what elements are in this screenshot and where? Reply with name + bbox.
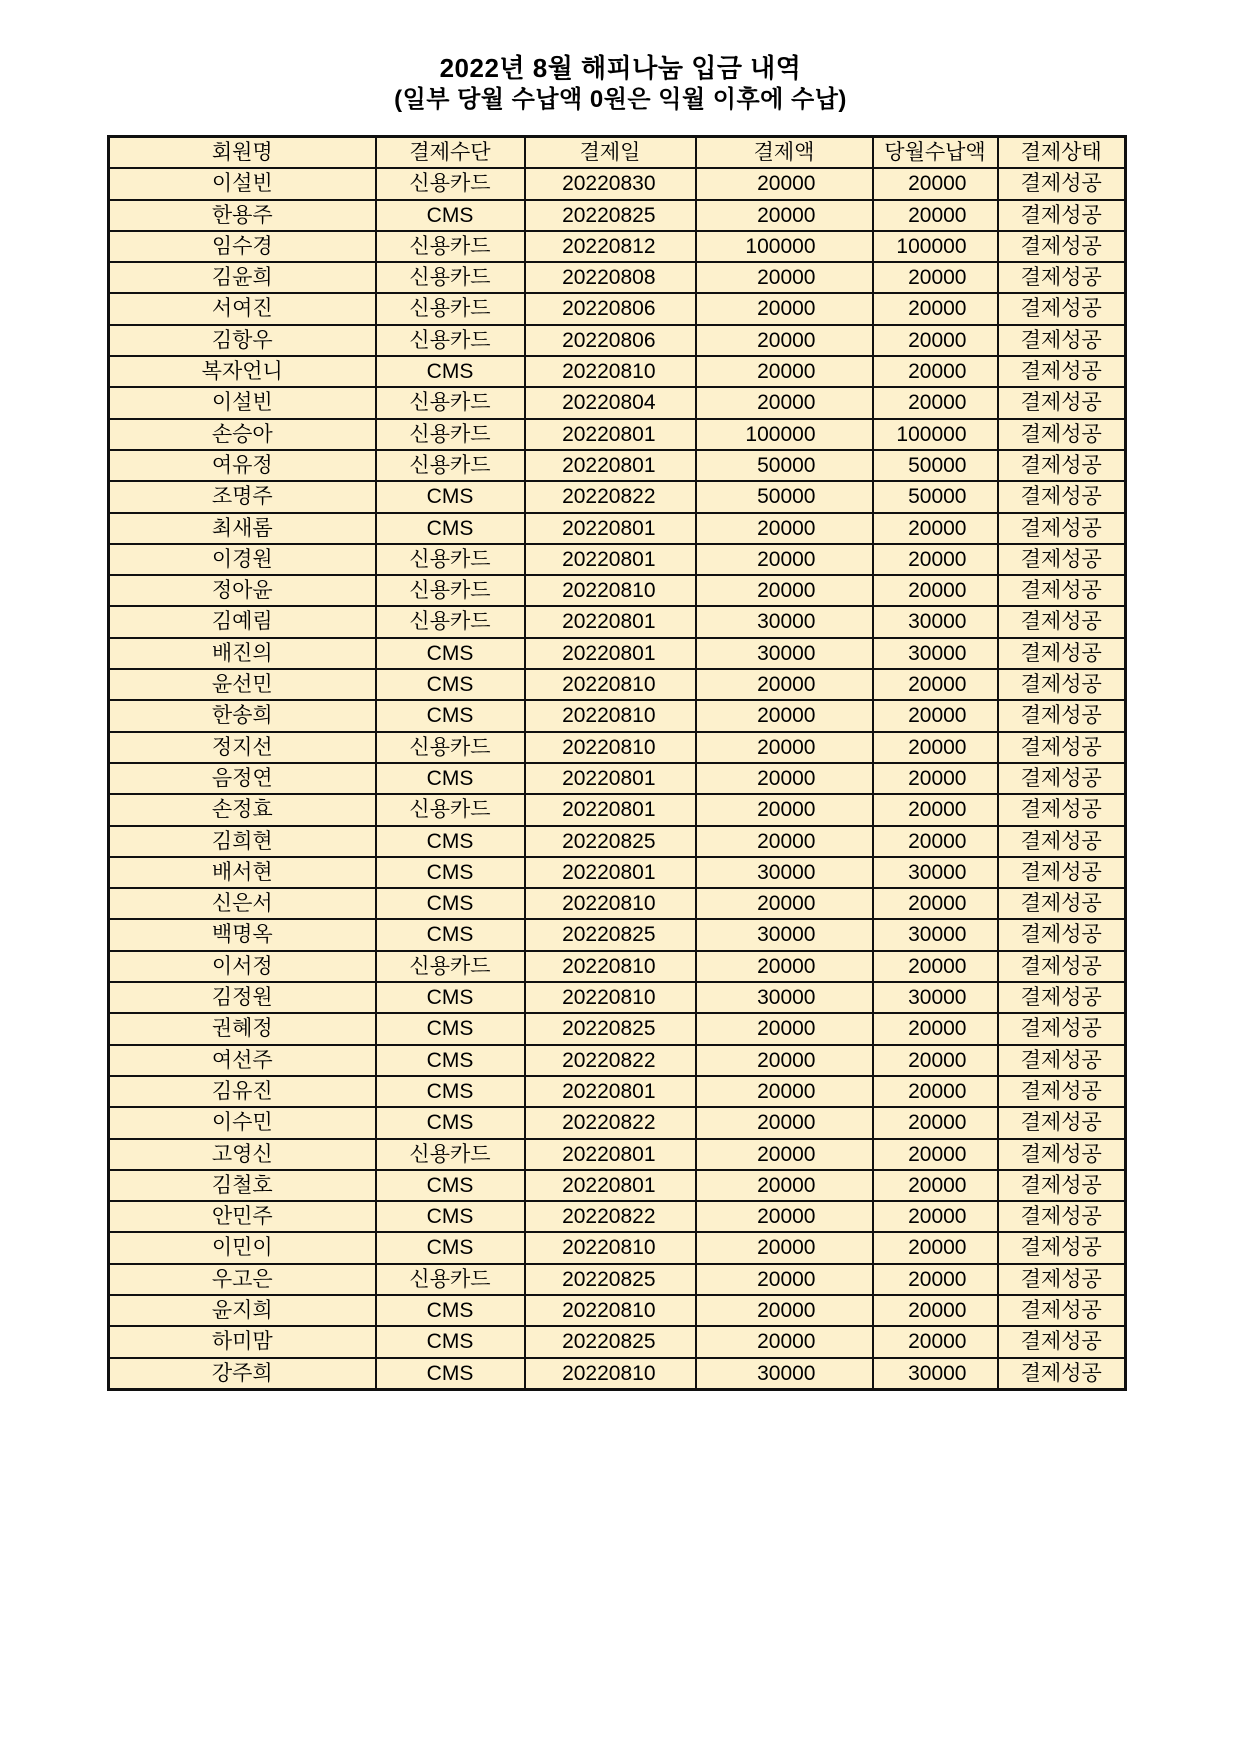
- payment-method-cell: CMS: [376, 982, 525, 1013]
- payment-method-cell: 신용카드: [376, 168, 525, 199]
- payment-status-cell: 결제성공: [998, 669, 1126, 700]
- payment-method-cell: CMS: [376, 1232, 525, 1263]
- monthly-received-cell: 20000: [873, 356, 998, 387]
- monthly-received-cell: 20000: [873, 763, 998, 794]
- payment-status-cell: 결제성공: [998, 1232, 1126, 1263]
- monthly-received-cell: 20000: [873, 200, 998, 231]
- payment-date-cell: 20220808: [525, 262, 696, 293]
- payment-amount-cell: 20000: [696, 700, 873, 731]
- member-name-cell: 김예림: [109, 606, 376, 637]
- payment-method-cell: CMS: [376, 1045, 525, 1076]
- payment-method-cell: 신용카드: [376, 419, 525, 450]
- payment-date-cell: 20220822: [525, 1201, 696, 1232]
- payment-status-cell: 결제성공: [998, 919, 1126, 950]
- table-row: [109, 200, 1126, 231]
- member-name-cell: 여선주: [109, 1045, 376, 1076]
- payment-status-cell: 결제성공: [998, 575, 1126, 606]
- member-name-cell: 강주희: [109, 1358, 376, 1390]
- monthly-received-cell: 20000: [873, 325, 998, 356]
- table-header-row: [109, 137, 1126, 169]
- monthly-received-cell: 20000: [873, 732, 998, 763]
- payment-date-cell: 20220801: [525, 857, 696, 888]
- payment-date-cell: 20220810: [525, 1232, 696, 1263]
- table-row: [109, 919, 1126, 950]
- payment-method-cell: CMS: [376, 1358, 525, 1390]
- member-name-cell: 손승아: [109, 419, 376, 450]
- payment-status-cell: 결제성공: [998, 951, 1126, 982]
- payment-date-cell: 20220810: [525, 1295, 696, 1326]
- payment-method-cell: 신용카드: [376, 544, 525, 575]
- monthly-received-cell: 20000: [873, 544, 998, 575]
- payment-method-cell: CMS: [376, 919, 525, 950]
- table-row: [109, 262, 1126, 293]
- table-row: [109, 513, 1126, 544]
- member-name-cell: 우고은: [109, 1264, 376, 1295]
- payment-date-cell: 20220801: [525, 606, 696, 637]
- column-header-payment-method: 결제수단: [376, 137, 525, 169]
- monthly-received-cell: 20000: [873, 888, 998, 919]
- table-row: [109, 1201, 1126, 1232]
- payment-date-cell: 20220822: [525, 1107, 696, 1138]
- member-name-cell: 김항우: [109, 325, 376, 356]
- payment-status-cell: 결제성공: [998, 293, 1126, 324]
- table-row: [109, 1013, 1126, 1044]
- column-header-member-name: 회원명: [109, 137, 376, 169]
- payment-amount-cell: 20000: [696, 669, 873, 700]
- member-name-cell: 이설빈: [109, 168, 376, 199]
- payment-date-cell: 20220812: [525, 231, 696, 262]
- table-row: [109, 1076, 1126, 1107]
- monthly-received-cell: 20000: [873, 293, 998, 324]
- payment-date-cell: 20220810: [525, 982, 696, 1013]
- payment-date-cell: 20220810: [525, 1358, 696, 1390]
- payment-method-cell: 신용카드: [376, 262, 525, 293]
- payment-date-cell: 20220801: [525, 450, 696, 481]
- page-subtitle: (일부 당월 수납액 0원은 익월 이후에 수납): [394, 86, 847, 113]
- payment-date-cell: 20220806: [525, 325, 696, 356]
- monthly-received-cell: 20000: [873, 262, 998, 293]
- payment-method-cell: CMS: [376, 1295, 525, 1326]
- payment-method-cell: 신용카드: [376, 794, 525, 825]
- payment-amount-cell: 20000: [696, 1170, 873, 1201]
- payment-date-cell: 20220801: [525, 638, 696, 669]
- payment-table: [107, 135, 1127, 1391]
- payment-method-cell: 신용카드: [376, 1139, 525, 1170]
- payment-status-cell: 결제성공: [998, 168, 1126, 199]
- member-name-cell: 이수민: [109, 1107, 376, 1138]
- payment-method-cell: 신용카드: [376, 293, 525, 324]
- payment-amount-cell: 20000: [696, 1107, 873, 1138]
- payment-date-cell: 20220801: [525, 763, 696, 794]
- monthly-received-cell: 30000: [873, 606, 998, 637]
- monthly-received-cell: 20000: [873, 826, 998, 857]
- member-name-cell: 백명옥: [109, 919, 376, 950]
- table-row: [109, 450, 1126, 481]
- monthly-received-cell: 100000: [873, 419, 998, 450]
- member-name-cell: 하미맘: [109, 1326, 376, 1357]
- table-row: [109, 857, 1126, 888]
- payment-method-cell: CMS: [376, 1326, 525, 1357]
- payment-amount-cell: 20000: [696, 1326, 873, 1357]
- member-name-cell: 김희현: [109, 826, 376, 857]
- payment-status-cell: 결제성공: [998, 419, 1126, 450]
- payment-date-cell: 20220810: [525, 700, 696, 731]
- payment-amount-cell: 30000: [696, 1358, 873, 1390]
- member-name-cell: 고영신: [109, 1139, 376, 1170]
- monthly-received-cell: 50000: [873, 481, 998, 512]
- payment-method-cell: CMS: [376, 513, 525, 544]
- payment-status-cell: 결제성공: [998, 982, 1126, 1013]
- payment-date-cell: 20220810: [525, 669, 696, 700]
- payment-status-cell: 결제성공: [998, 763, 1126, 794]
- payment-amount-cell: 100000: [696, 231, 873, 262]
- payment-amount-cell: 20000: [696, 293, 873, 324]
- column-header-monthly-received: 당월수납액: [873, 137, 998, 169]
- payment-amount-cell: 20000: [696, 544, 873, 575]
- table-row: [109, 356, 1126, 387]
- table-row: [109, 763, 1126, 794]
- payment-date-cell: 20220801: [525, 513, 696, 544]
- member-name-cell: 최새롬: [109, 513, 376, 544]
- member-name-cell: 한용주: [109, 200, 376, 231]
- payment-status-cell: 결제성공: [998, 387, 1126, 418]
- monthly-received-cell: 20000: [873, 669, 998, 700]
- payment-method-cell: CMS: [376, 763, 525, 794]
- table-row: [109, 293, 1126, 324]
- monthly-received-cell: 20000: [873, 1076, 998, 1107]
- payment-date-cell: 20220810: [525, 951, 696, 982]
- payment-status-cell: 결제성공: [998, 200, 1126, 231]
- member-name-cell: 김윤희: [109, 262, 376, 293]
- payment-status-cell: 결제성공: [998, 857, 1126, 888]
- payment-status-cell: 결제성공: [998, 325, 1126, 356]
- payment-method-cell: 신용카드: [376, 450, 525, 481]
- payment-status-cell: 결제성공: [998, 356, 1126, 387]
- table-row: [109, 700, 1126, 731]
- payment-status-cell: 결제성공: [998, 1358, 1126, 1390]
- table-row: [109, 1295, 1126, 1326]
- monthly-received-cell: 30000: [873, 857, 998, 888]
- payment-method-cell: CMS: [376, 857, 525, 888]
- payment-status-cell: 결제성공: [998, 1013, 1126, 1044]
- payment-amount-cell: 20000: [696, 951, 873, 982]
- payment-method-cell: 신용카드: [376, 387, 525, 418]
- payment-status-cell: 결제성공: [998, 231, 1126, 262]
- payment-amount-cell: 30000: [696, 606, 873, 637]
- payment-amount-cell: 30000: [696, 919, 873, 950]
- payment-date-cell: 20220810: [525, 575, 696, 606]
- payment-date-cell: 20220810: [525, 356, 696, 387]
- payment-amount-cell: 20000: [696, 575, 873, 606]
- payment-status-cell: 결제성공: [998, 1326, 1126, 1357]
- payment-status-cell: 결제성공: [998, 638, 1126, 669]
- payment-status-cell: 결제성공: [998, 888, 1126, 919]
- monthly-received-cell: 30000: [873, 982, 998, 1013]
- payment-date-cell: 20220825: [525, 200, 696, 231]
- table-row: [109, 575, 1126, 606]
- member-name-cell: 배서현: [109, 857, 376, 888]
- monthly-received-cell: 20000: [873, 951, 998, 982]
- monthly-received-cell: 20000: [873, 794, 998, 825]
- payment-amount-cell: 100000: [696, 419, 873, 450]
- monthly-received-cell: 30000: [873, 1358, 998, 1390]
- payment-status-cell: 결제성공: [998, 700, 1126, 731]
- payment-method-cell: CMS: [376, 888, 525, 919]
- monthly-received-cell: 20000: [873, 387, 998, 418]
- member-name-cell: 이민이: [109, 1232, 376, 1263]
- payment-date-cell: 20220801: [525, 419, 696, 450]
- monthly-received-cell: 20000: [873, 1201, 998, 1232]
- member-name-cell: 신은서: [109, 888, 376, 919]
- member-name-cell: 이설빈: [109, 387, 376, 418]
- payment-date-cell: 20220825: [525, 1264, 696, 1295]
- monthly-received-cell: 20000: [873, 1107, 998, 1138]
- column-header-payment-status: 결제상태: [998, 137, 1126, 169]
- payment-amount-cell: 30000: [696, 857, 873, 888]
- payment-status-cell: 결제성공: [998, 1201, 1126, 1232]
- table-row: [109, 1232, 1126, 1263]
- payment-amount-cell: 50000: [696, 450, 873, 481]
- payment-amount-cell: 20000: [696, 1076, 873, 1107]
- monthly-received-cell: 20000: [873, 1295, 998, 1326]
- member-name-cell: 권혜정: [109, 1013, 376, 1044]
- table-row: [109, 1170, 1126, 1201]
- table-row: [109, 481, 1126, 512]
- payment-status-cell: 결제성공: [998, 1170, 1126, 1201]
- payment-date-cell: 20220806: [525, 293, 696, 324]
- monthly-received-cell: 30000: [873, 638, 998, 669]
- payment-method-cell: CMS: [376, 1201, 525, 1232]
- payment-date-cell: 20220801: [525, 544, 696, 575]
- payment-status-cell: 결제성공: [998, 1076, 1126, 1107]
- member-name-cell: 김철호: [109, 1170, 376, 1201]
- payment-amount-cell: 20000: [696, 1264, 873, 1295]
- monthly-received-cell: 20000: [873, 1013, 998, 1044]
- table-row: [109, 1139, 1126, 1170]
- payment-method-cell: CMS: [376, 1170, 525, 1201]
- payment-amount-cell: 20000: [696, 1013, 873, 1044]
- payment-method-cell: CMS: [376, 826, 525, 857]
- table-row: [109, 638, 1126, 669]
- payment-status-cell: 결제성공: [998, 732, 1126, 763]
- monthly-received-cell: 30000: [873, 919, 998, 950]
- payment-date-cell: 20220822: [525, 481, 696, 512]
- payment-status-cell: 결제성공: [998, 1107, 1126, 1138]
- table-row: [109, 1326, 1126, 1357]
- member-name-cell: 한송희: [109, 700, 376, 731]
- table-row: [109, 1358, 1126, 1390]
- payment-method-cell: CMS: [376, 481, 525, 512]
- payment-amount-cell: 20000: [696, 888, 873, 919]
- payment-status-cell: 결제성공: [998, 1139, 1126, 1170]
- payment-method-cell: CMS: [376, 700, 525, 731]
- monthly-received-cell: 20000: [873, 168, 998, 199]
- member-name-cell: 복자언니: [109, 356, 376, 387]
- payment-date-cell: 20220810: [525, 732, 696, 763]
- payment-status-cell: 결제성공: [998, 794, 1126, 825]
- member-name-cell: 이경원: [109, 544, 376, 575]
- member-name-cell: 안민주: [109, 1201, 376, 1232]
- monthly-received-cell: 20000: [873, 1139, 998, 1170]
- column-header-payment-amount: 결제액: [696, 137, 873, 169]
- monthly-received-cell: 20000: [873, 1232, 998, 1263]
- payment-date-cell: 20220801: [525, 1076, 696, 1107]
- payment-method-cell: 신용카드: [376, 231, 525, 262]
- payment-status-cell: 결제성공: [998, 1045, 1126, 1076]
- payment-status-cell: 결제성공: [998, 481, 1126, 512]
- payment-status-cell: 결제성공: [998, 262, 1126, 293]
- payment-status-cell: 결제성공: [998, 513, 1126, 544]
- payment-amount-cell: 20000: [696, 200, 873, 231]
- table-row: [109, 325, 1126, 356]
- payment-amount-cell: 20000: [696, 732, 873, 763]
- monthly-received-cell: 20000: [873, 513, 998, 544]
- payment-date-cell: 20220810: [525, 888, 696, 919]
- table-row: [109, 888, 1126, 919]
- payment-amount-cell: 20000: [696, 1139, 873, 1170]
- member-name-cell: 여유정: [109, 450, 376, 481]
- payment-method-cell: 신용카드: [376, 951, 525, 982]
- page-title: 2022년 8월 해피나눔 입금 내역: [439, 53, 802, 83]
- payment-status-cell: 결제성공: [998, 1295, 1126, 1326]
- member-name-cell: 배진의: [109, 638, 376, 669]
- payment-date-cell: 20220822: [525, 1045, 696, 1076]
- payment-amount-cell: 30000: [696, 638, 873, 669]
- payment-amount-cell: 20000: [696, 262, 873, 293]
- member-name-cell: 이서정: [109, 951, 376, 982]
- monthly-received-cell: 20000: [873, 1045, 998, 1076]
- payment-amount-cell: 20000: [696, 826, 873, 857]
- table-row: [109, 419, 1126, 450]
- table-row: [109, 1107, 1126, 1138]
- payment-amount-cell: 20000: [696, 1201, 873, 1232]
- table-row: [109, 669, 1126, 700]
- member-name-cell: 윤지희: [109, 1295, 376, 1326]
- payment-method-cell: 신용카드: [376, 325, 525, 356]
- table-row: [109, 982, 1126, 1013]
- payment-date-cell: 20220801: [525, 1139, 696, 1170]
- payment-amount-cell: 20000: [696, 1232, 873, 1263]
- payment-amount-cell: 50000: [696, 481, 873, 512]
- payment-status-cell: 결제성공: [998, 450, 1126, 481]
- payment-method-cell: CMS: [376, 1076, 525, 1107]
- monthly-received-cell: 20000: [873, 1170, 998, 1201]
- table-row: [109, 544, 1126, 575]
- table-row: [109, 826, 1126, 857]
- payment-status-cell: 결제성공: [998, 1264, 1126, 1295]
- monthly-received-cell: 20000: [873, 700, 998, 731]
- member-name-cell: 서여진: [109, 293, 376, 324]
- payment-method-cell: CMS: [376, 1013, 525, 1044]
- payment-date-cell: 20220825: [525, 1326, 696, 1357]
- payment-method-cell: CMS: [376, 638, 525, 669]
- payment-method-cell: 신용카드: [376, 575, 525, 606]
- member-name-cell: 조명주: [109, 481, 376, 512]
- table-row: [109, 231, 1126, 262]
- table-row: [109, 1264, 1126, 1295]
- payment-method-cell: CMS: [376, 200, 525, 231]
- payment-amount-cell: 20000: [696, 325, 873, 356]
- payment-status-cell: 결제성공: [998, 826, 1126, 857]
- table-row: [109, 387, 1126, 418]
- payment-amount-cell: 20000: [696, 1295, 873, 1326]
- payment-amount-cell: 20000: [696, 513, 873, 544]
- payment-date-cell: 20220804: [525, 387, 696, 418]
- payment-date-cell: 20220801: [525, 794, 696, 825]
- payment-method-cell: CMS: [376, 1107, 525, 1138]
- column-header-payment-date: 결제일: [525, 137, 696, 169]
- payment-amount-cell: 20000: [696, 168, 873, 199]
- table-row: [109, 168, 1126, 199]
- monthly-received-cell: 50000: [873, 450, 998, 481]
- table-row: [109, 794, 1126, 825]
- table-row: [109, 1045, 1126, 1076]
- member-name-cell: 정아윤: [109, 575, 376, 606]
- member-name-cell: 김유진: [109, 1076, 376, 1107]
- payment-date-cell: 20220825: [525, 1013, 696, 1044]
- table-row: [109, 606, 1126, 637]
- member-name-cell: 임수경: [109, 231, 376, 262]
- member-name-cell: 정지선: [109, 732, 376, 763]
- payment-date-cell: 20220825: [525, 919, 696, 950]
- payment-method-cell: CMS: [376, 669, 525, 700]
- member-name-cell: 손정효: [109, 794, 376, 825]
- payment-amount-cell: 20000: [696, 387, 873, 418]
- payment-date-cell: 20220825: [525, 826, 696, 857]
- payment-method-cell: 신용카드: [376, 606, 525, 637]
- table-row: [109, 732, 1126, 763]
- payment-method-cell: CMS: [376, 356, 525, 387]
- payment-method-cell: 신용카드: [376, 732, 525, 763]
- monthly-received-cell: 20000: [873, 575, 998, 606]
- member-name-cell: 음정연: [109, 763, 376, 794]
- payment-amount-cell: 20000: [696, 356, 873, 387]
- monthly-received-cell: 20000: [873, 1264, 998, 1295]
- payment-method-cell: 신용카드: [376, 1264, 525, 1295]
- payment-amount-cell: 20000: [696, 1045, 873, 1076]
- payment-status-cell: 결제성공: [998, 606, 1126, 637]
- payment-date-cell: 20220801: [525, 1170, 696, 1201]
- table-row: [109, 951, 1126, 982]
- payment-amount-cell: 30000: [696, 982, 873, 1013]
- payment-status-cell: 결제성공: [998, 544, 1126, 575]
- monthly-received-cell: 100000: [873, 231, 998, 262]
- member-name-cell: 윤선민: [109, 669, 376, 700]
- payment-amount-cell: 20000: [696, 763, 873, 794]
- payment-date-cell: 20220830: [525, 168, 696, 199]
- payment-amount-cell: 20000: [696, 794, 873, 825]
- monthly-received-cell: 20000: [873, 1326, 998, 1357]
- member-name-cell: 김정원: [109, 982, 376, 1013]
